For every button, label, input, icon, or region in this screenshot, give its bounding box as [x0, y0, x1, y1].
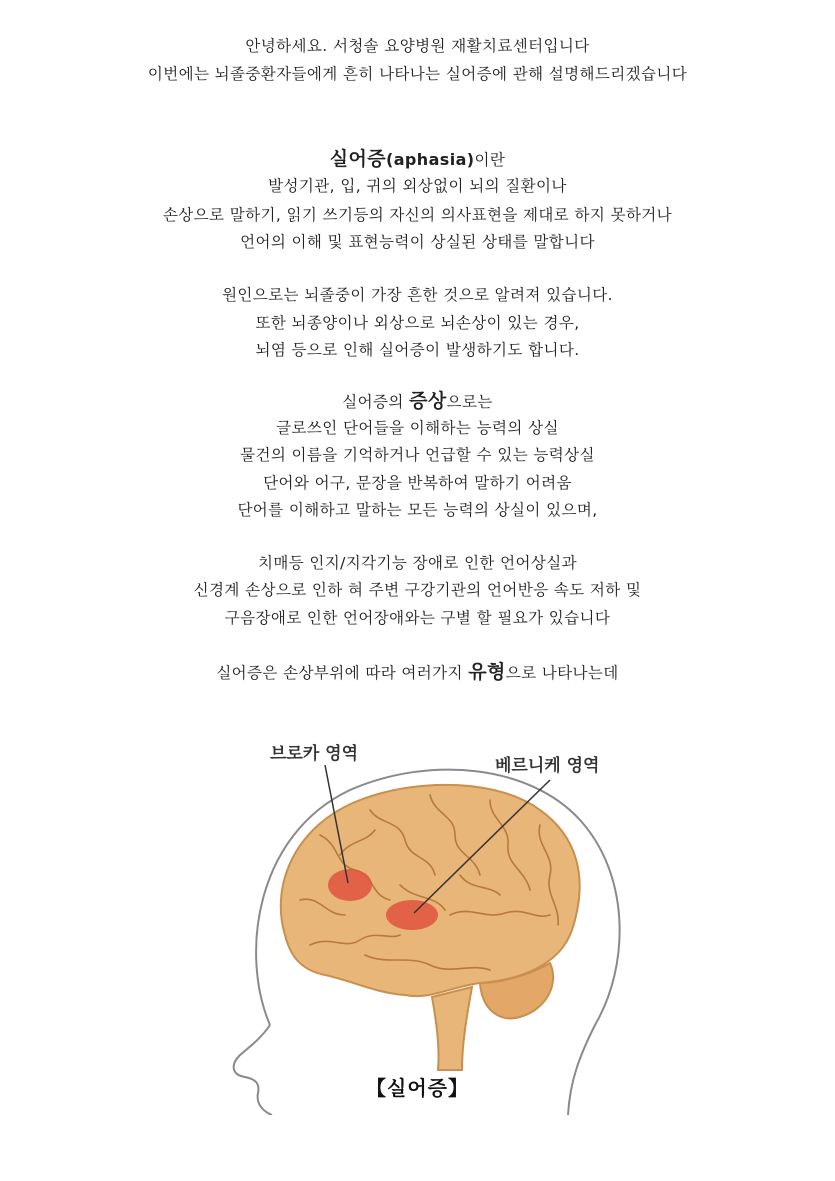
types-line: [0, 659, 835, 686]
broca-area: [328, 869, 372, 901]
types-prefix: 실어증은 손상부위에 따라 여러가지: [216, 664, 469, 682]
brain-figure: [200, 725, 640, 1115]
definition-title-en: (aphasia): [386, 150, 475, 169]
cause-line-2: 또한 뇌종양이나 외상으로 뇌손상이 있는 경우,: [255, 314, 580, 332]
definition-line-2: 손상으로 말하기, 읽기 쓰기등의 자신의 의사표현을 제대로 하지 못하거나: [162, 206, 673, 224]
symptoms-line-1: 글로쓰인 단어들을 이해하는 능력의 상실: [276, 419, 559, 437]
face-profile: [234, 1025, 272, 1115]
definition-line-3: 언어의 이해 및 표현능력이 상실된 상태를 말합니다: [240, 233, 595, 251]
definition-heading: [0, 146, 835, 173]
symptoms-line-4: 단어를 이해하고 말하는 모든 능력의 상실이 있으며,: [237, 501, 598, 519]
definition-line-1: 발성기관, 입, 귀의 외상없이 뇌의 질환이나: [268, 177, 567, 195]
distinction-line-3: 구음장애로 인한 언어장애와는 구별 할 필요가 있습니다: [224, 609, 611, 627]
definition-title-suffix: 이란: [474, 151, 506, 169]
brain-illustration: [200, 725, 640, 1115]
broca-label: 브로카 영역: [270, 744, 359, 764]
distinction-line-1: 치매등 인지/지각기능 장애로 인한 언어상실과: [257, 554, 578, 572]
brain-stem: [432, 987, 472, 1070]
wernicke-label: 베르니케 영역: [495, 756, 600, 776]
symptoms-line-2: 물건의 이름을 기억하거나 언급할 수 있는 능력상실: [240, 446, 595, 464]
intro-line-2: 이번에는 뇌졸중환자들에게 흔히 나타나는 실어증에 관해 설명해드리겠습니다: [147, 65, 688, 83]
definition-title: 실어증: [329, 148, 387, 170]
types-suffix: 으로 나타나는데: [505, 664, 619, 682]
symptoms-prefix: 실어증의: [342, 393, 410, 411]
wernicke-area: [386, 900, 438, 930]
symptoms-line-3: 단어와 어구, 문장을 반복하여 말하기 어려움: [263, 474, 572, 492]
cause-line-3: 뇌염 등으로 인해 실어증이 발생하기도 합니다.: [255, 341, 580, 359]
symptoms-suffix: 으로는: [446, 393, 493, 411]
types-keyword: 유형: [468, 661, 506, 683]
symptoms-heading: [0, 388, 835, 415]
intro-line-1: 안녕하세요. 서청솔 요양병원 재활치료센터입니다: [245, 37, 590, 55]
symptoms-keyword: 증상: [409, 390, 447, 412]
cause-line-1: 원인으로는 뇌졸중이 가장 흔한 것으로 알려져 있습니다.: [222, 286, 613, 304]
distinction-line-2: 신경계 손상으로 인하 혀 주변 구강기관의 언어반응 속도 저하 및: [193, 581, 642, 599]
figure-caption: 【실어증】: [366, 1076, 469, 1100]
